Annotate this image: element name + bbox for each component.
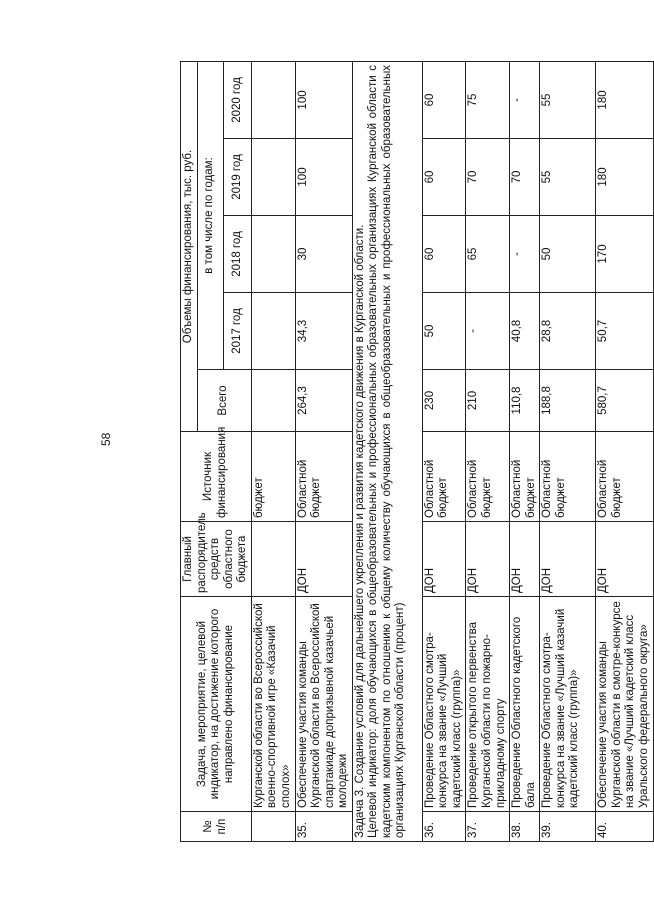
- table-row: [466, 61, 510, 841]
- row-source: Областной бюджет: [540, 432, 596, 522]
- row-2020: 55: [540, 61, 596, 138]
- task-3-indicator: Целевой индикатор: доля обучающихся в общеобразовательных и профессиональных образовательных организациях Курганской области с кадетским компонентом по отношению к общему количеству обучающихся в общеобразовательных и профессиональных образовательных организациях Курганской области (процент): [367, 64, 407, 838]
- table-row: [510, 61, 540, 841]
- row-num: 35.: [295, 812, 352, 842]
- row-source: Областной бюджет: [295, 432, 352, 522]
- financing-table: [180, 61, 654, 842]
- header-num: № п/п: [181, 812, 252, 842]
- row-task: Обеспечение участия команды Курганской области во Всероссийской спартакиаде допризывной казачьей молодежи: [295, 597, 352, 812]
- page-number: 58: [99, 432, 113, 446]
- header-row: [181, 61, 198, 841]
- row-2017: 50: [422, 293, 466, 370]
- header-task: Задача, мероприятие, целевой индикатор, на достижение которого направлено финансирование: [181, 597, 252, 812]
- task-3-title: Задача 3. Создание условий для дальнейшего укрепления и развития кадетского движения в Курганской области.: [353, 224, 366, 838]
- row-2019: [251, 139, 295, 216]
- row-total: 110,8: [510, 370, 540, 432]
- row-task: Курганской области во Всероссийской военно-спортивной игре «Казачий сполох»: [251, 597, 295, 812]
- row-2020: 60: [422, 61, 466, 138]
- row-2019: 55: [540, 139, 596, 216]
- header-year-2018: 2018 год: [223, 216, 251, 293]
- row-manager: ДОН: [295, 522, 352, 597]
- row-2019: 100: [295, 139, 352, 216]
- row-manager: ДОН: [510, 522, 540, 597]
- row-2018: [251, 216, 295, 293]
- table-row: [422, 61, 466, 841]
- row-total: 188,8: [540, 370, 596, 432]
- row-2020: 75: [466, 61, 510, 138]
- row-num: [251, 812, 295, 842]
- row-2020: 100: [295, 61, 352, 138]
- row-manager: [251, 522, 295, 597]
- header-total: Всего: [197, 370, 251, 432]
- task-3-cell: [352, 61, 422, 841]
- header-source: Источник финансирования: [181, 432, 252, 522]
- row-source: Областной бюджет: [466, 432, 510, 522]
- row-num: 37.: [466, 812, 510, 842]
- row-task: Проведение Областного смотра-конкурса на звание «Лучший кадетский класс (группа)»: [422, 597, 466, 812]
- row-2019: 70: [510, 139, 540, 216]
- row-2017: 50,7: [596, 293, 653, 370]
- row-total: 264,3: [295, 370, 352, 432]
- row-2018: 60: [422, 216, 466, 293]
- row-task: Проведение Областного смотра-конкурса на звание «Лучший казачий кадетский класс (группа)»: [540, 597, 596, 812]
- row-2020: -: [510, 61, 540, 138]
- row-source: Областной бюджет: [510, 432, 540, 522]
- header-year-2017: 2017 год: [223, 293, 251, 370]
- row-2019: 60: [422, 139, 466, 216]
- header-including: в том числе по годам:: [197, 61, 223, 369]
- row-2019: 180: [596, 139, 653, 216]
- row-source: Областной бюджет: [422, 432, 466, 522]
- table-row: [540, 61, 596, 841]
- table-row: [596, 61, 653, 841]
- row-2020: 180: [596, 61, 653, 138]
- row-source: бюджет: [251, 432, 295, 522]
- row-2020: [251, 61, 295, 138]
- row-2017: 40,8: [510, 293, 540, 370]
- row-2018: 50: [540, 216, 596, 293]
- header-year-2019: 2019 год: [223, 139, 251, 216]
- row-2019: 70: [466, 139, 510, 216]
- table-row: [295, 61, 352, 841]
- row-manager: ДОН: [540, 522, 596, 597]
- header-volumes: Объемы финансирования, тыс. руб.: [181, 61, 198, 431]
- row-total: 210: [466, 370, 510, 432]
- task-3-row: [352, 61, 422, 841]
- row-task: Обеспечение участия команды Курганской области в смотре-конкурсе на звание «Лучший кадетский класс Уральского федерального округа»: [596, 597, 653, 812]
- row-2017: [251, 293, 295, 370]
- row-2017: -: [466, 293, 510, 370]
- row-2017: 34,3: [295, 293, 352, 370]
- row-task: Проведение Областного кадетского бала: [510, 597, 540, 812]
- row-2018: 170: [596, 216, 653, 293]
- header-year-2020: 2020 год: [223, 61, 251, 138]
- row-total: 580,7: [596, 370, 653, 432]
- row-total: 230: [422, 370, 466, 432]
- row-task: Проведение открытого первенства Курганской области по пожарно-прикладному спорту: [466, 597, 510, 812]
- row-2017: 28,8: [540, 293, 596, 370]
- row-manager: ДОН: [422, 522, 466, 597]
- row-total: [251, 370, 295, 432]
- row-manager: ДОН: [596, 522, 653, 597]
- table-row: [251, 61, 295, 841]
- row-2018: 65: [466, 216, 510, 293]
- rotated-table-container: [180, 62, 650, 842]
- header-manager: Главный распорядитель средств областного бюджета: [181, 522, 252, 597]
- row-2018: 30: [295, 216, 352, 293]
- row-num: 36.: [422, 812, 466, 842]
- row-num: 38.: [510, 812, 540, 842]
- row-num: 39.: [540, 812, 596, 842]
- row-num: 40.: [596, 812, 653, 842]
- row-manager: ДОН: [466, 522, 510, 597]
- row-source: Областной бюджет: [596, 432, 653, 522]
- row-2018: -: [510, 216, 540, 293]
